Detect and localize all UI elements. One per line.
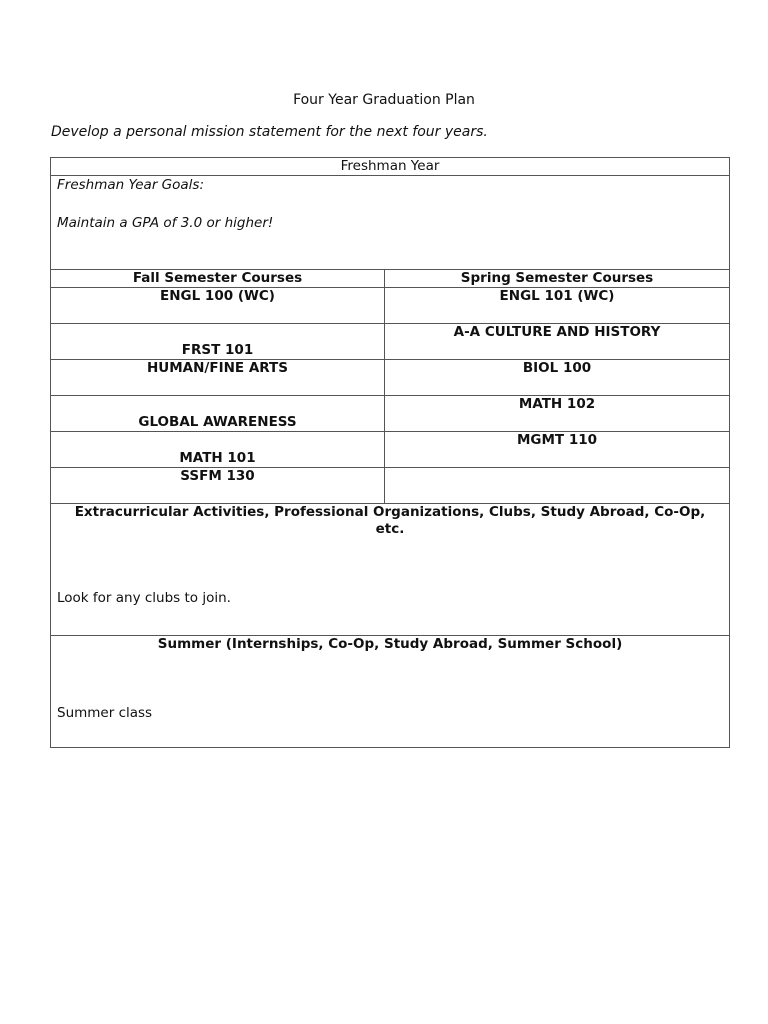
graduation-plan-table <box>50 157 730 748</box>
summer-cell[interactable] <box>51 636 730 748</box>
extracurricular-note: Look for any clubs to join. <box>57 590 231 606</box>
year-heading: Freshman Year <box>51 158 730 176</box>
fall-semester-header: Fall Semester Courses <box>51 270 385 288</box>
document-title: Four Year Graduation Plan <box>293 92 475 108</box>
goals-text: Maintain a GPA of 3.0 or higher! <box>57 215 274 231</box>
extracurricular-heading: Extracurricular Activities, Professional Organizations, Clubs, Study Abroad, Co-Op, etc. <box>74 504 706 537</box>
mission-statement-prompt: Develop a personal mission statement for the next four years. <box>51 124 488 140</box>
spring-course-cell[interactable] <box>385 468 730 504</box>
spring-course-cell[interactable]: A-A CULTURE AND HISTORY <box>385 324 730 360</box>
fall-course-cell[interactable]: ENGL 100 (WC) <box>51 288 385 324</box>
spring-course-cell[interactable]: MATH 102 <box>385 396 730 432</box>
summer-note: Summer class <box>57 705 153 721</box>
fall-course-cell[interactable]: FRST 101 <box>51 324 385 360</box>
fall-course-cell[interactable]: SSFM 130 <box>51 468 385 504</box>
goals-label: Freshman Year Goals: <box>57 177 204 193</box>
spring-course-cell[interactable]: BIOL 100 <box>385 360 730 396</box>
goals-cell[interactable] <box>51 176 730 270</box>
spring-semester-header: Spring Semester Courses <box>385 270 730 288</box>
spring-course-cell[interactable]: MGMT 110 <box>385 432 730 468</box>
spring-course-cell[interactable]: ENGL 101 (WC) <box>385 288 730 324</box>
extracurricular-cell[interactable] <box>51 504 730 636</box>
summer-heading: Summer (Internships, Co-Op, Study Abroad, Summer School) <box>157 636 623 652</box>
fall-course-cell[interactable]: GLOBAL AWARENESS <box>51 396 385 432</box>
fall-course-cell[interactable]: MATH 101 <box>51 432 385 468</box>
fall-course-cell[interactable]: HUMAN/FINE ARTS <box>51 360 385 396</box>
